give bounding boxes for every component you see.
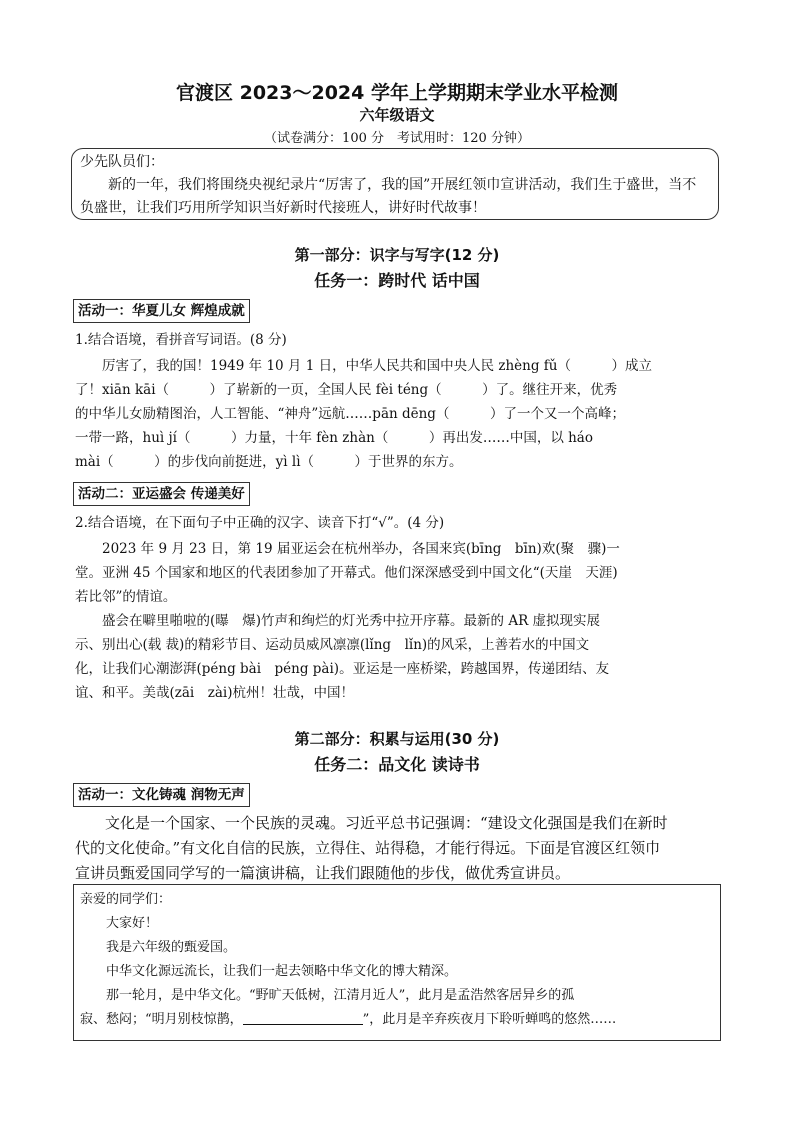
speech-line: 我是六年级的甄爱国。 — [106, 940, 237, 955]
intro-body: 新的一年，我们将围绕央视纪录片“厉害了，我的国”开展红领巾宣讲活动，我们生于盛世，当不负盛世，让我们巧用所学知识当好新时代接班人，讲好时代故事！ — [80, 177, 697, 216]
score-info: （试卷满分：100 分 考试用时：120 分钟） — [264, 131, 530, 146]
part2-activity1-label: 活动一：文化铸魂 润物无声 — [73, 783, 250, 807]
speech-line-part: 寂、愁闷；“明月别枝惊鹊， — [80, 1012, 243, 1027]
q1-line: 了！xiān kāi（ ）了崭新的一页，全国人民 fèi téng（ ）了。继往开来，优秀 — [75, 382, 618, 398]
part1-task: 任务一：跨时代 话中国 — [314, 271, 480, 290]
exam-title: 官渡区 2023～2024 学年上学期期末学业水平检测 — [176, 82, 618, 104]
intro-box — [71, 148, 719, 220]
q2-line: 示、别出心(载 裁)的精彩节目、运动员威风凛凛(lǐng lǐn)的风采，上善若水的中国文 — [75, 637, 590, 653]
q1-line: 一带一路，huì jí（ ）力量，十年 fèn zhàn（ ）再出发……中国，以 háo — [75, 430, 593, 446]
q2-line: 堂。亚洲 45 个国家和地区的代表团参加了开幕式。他们深深感受到中国文化“(天崖 天涯) — [75, 565, 618, 581]
speech-line-with-blank — [80, 1008, 714, 1032]
speech-box — [73, 884, 721, 1041]
part2-heading: 第二部分：积累与运用(30 分) — [294, 730, 500, 748]
speech-line: 中华文化源远流长，让我们一起去领略中华文化的博大精深。 — [106, 964, 458, 979]
question-2-text — [75, 537, 721, 705]
culture-line: 代的文化使命。”有文化自信的民族，立得住、站得稳，才能行得远。下面是官渡区红领巾 — [75, 839, 661, 857]
question-1: 1.结合语境，看拼音写词语。(8 分) — [75, 332, 287, 348]
part1-activity2-label: 活动二：亚运盛会 传递美好 — [73, 482, 250, 506]
culture-line: 宣讲员甄爱国同学写的一篇演讲稿，让我们跟随他的步伐，做优秀宣讲员。 — [75, 864, 571, 882]
part1-heading: 第一部分：识字与写字(12 分) — [294, 246, 500, 264]
question-1-text — [75, 354, 721, 474]
part1-activity1-label: 活动一：华夏儿女 辉煌成就 — [73, 299, 250, 323]
culture-line: 文化是一个国家、一个民族的灵魂。习近平总书记强调：“建设文化强国是我们在新时 — [105, 814, 668, 832]
part2-task: 任务二：品文化 读诗书 — [314, 755, 480, 774]
q1-line: 厉害了，我的国！1949 年 10 月 1 日，中华人民共和国中央人民 zhèng fǔ（ ）成立 — [102, 358, 652, 374]
culture-paragraph — [75, 811, 721, 886]
answer-blank[interactable] — [243, 1010, 363, 1025]
q1-line: 的中华儿女励精图治，人工智能、“神舟”远航……pān dēng（ ）了一个又一个高峰； — [75, 406, 625, 422]
q2-line: 若比邻”的情谊。 — [75, 589, 177, 605]
exam-subject: 六年级语文 — [359, 106, 435, 124]
speech-line: 那一轮月，是中华文化。“野旷天低树，江清月近人”，此月是孟浩然客居异乡的孤 — [106, 988, 575, 1003]
speech-line: 亲爱的同学们： — [80, 892, 172, 907]
q2-line: 化，让我们心潮澎湃(péng bài péng pài)。亚运是一座桥梁，跨越国界，传递团结、友 — [75, 661, 610, 677]
question-2: 2.结合语境，在下面句子中正确的汉字、读音下打“√”。(4 分) — [75, 515, 445, 531]
speech-line: 大家好！ — [106, 916, 159, 931]
q2-line: 2023 年 9 月 23 日，第 19 届亚运会在杭州举办，各国来宾(bīng bīn)欢(聚 骤)一 — [102, 541, 620, 557]
q2-line: 盛会在噼里啪啦的(曝 爆)竹声和绚烂的灯光秀中拉开序幕。最新的 AR 虚拟现实展 — [102, 613, 601, 629]
q1-line: mài（ ）的步伐向前挺进，yì lì（ ）于世界的东方。 — [75, 454, 463, 470]
speech-line-part: ”，此月是辛弃疾夜月下聆听蝉鸣的悠然…… — [362, 1012, 617, 1027]
q2-line: 谊、和平。美哉(zāi zài)杭州！壮哉，中国！ — [75, 685, 354, 701]
intro-greeting: 少先队员们： — [80, 154, 164, 170]
